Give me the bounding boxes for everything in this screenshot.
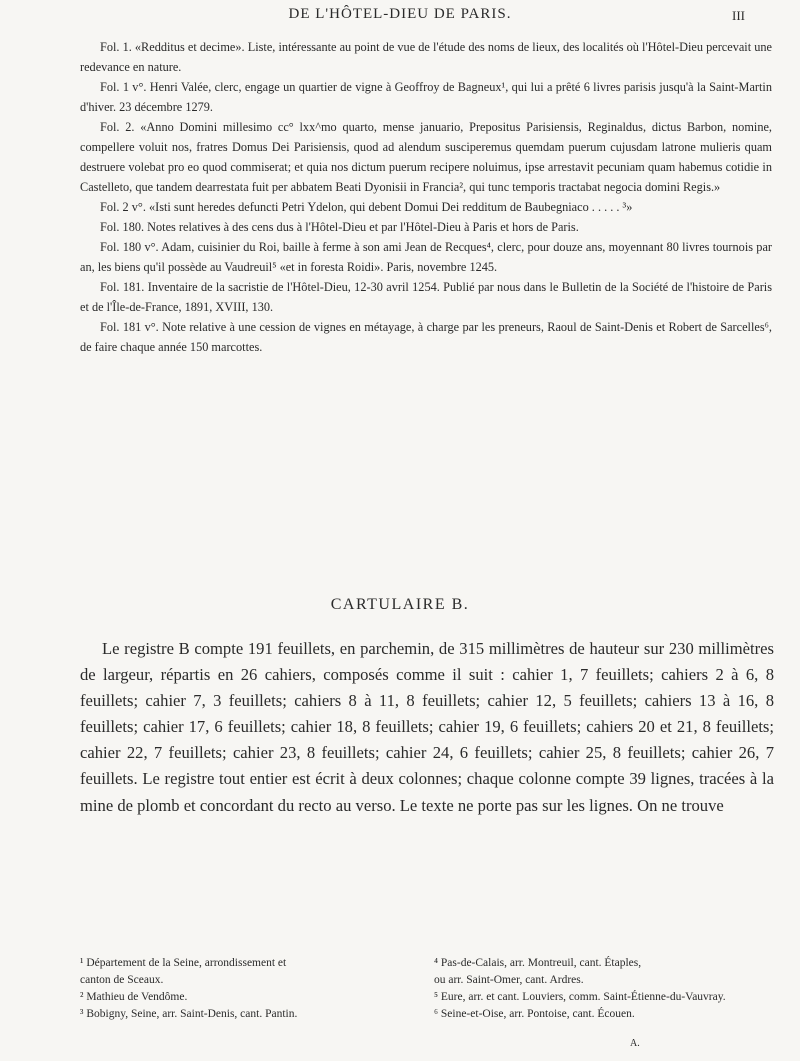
section-title: CARTULAIRE B.: [330, 596, 470, 613]
page-number: III: [732, 8, 745, 23]
footnotes: [80, 955, 774, 1023]
footnote-line: ⁴ Pas-de-Calais, arr. Montreuil, cant. Étaples,: [434, 957, 642, 969]
body-paragraph: Le registre B compte 191 feuillets, en parchemin, de 315 millimètres de hauteur sur 230 millimètres de largeur, répartis en 26 cahiers, composés comme il suit : cahier 1, 7 feuillets; cahiers 2 à 6, 8 feuillets; cahier 7, 3 feuillets; cahiers 8 à 11, 8 feuillets; cahier 12, 5 feuillets; cahiers 13 à 16, 8 feuillets; cahier 17, 6 feuillets; cahier 18, 8 feuillets; cahier 19, 6 feuillets; cahiers 20 et 21, 8 feuillets; cahier 22, 7 feuillets; cahier 23, 8 feuillets; cahier 24, 6 feuillets; cahier 25, 8 feuillets; cahier 26, 7 feuillets. Le registre tout entier est écrit à deux colonnes; chaque colonne compte 39 lignes, tracées à la mine de plomb et concordant du recto au verso. Le texte ne porte pas sur les lignes. On ne trouve: [80, 639, 774, 815]
folio-entry: Fol. 181. Inventaire de la sacristie de l'Hôtel-Dieu, 12-30 avril 1254. Publié par nous dans le Bulletin de la Société de l'histoire de Paris et de l'Île-de-France, 1891, XVIII, 130.: [80, 280, 772, 314]
footnotes-right: [434, 955, 774, 1023]
footnote-line: ⁵ Eure, arr. et cant. Louviers, comm. Saint-Étienne-du-Vauvray.: [434, 991, 726, 1003]
signature-mark: A.: [630, 1038, 640, 1049]
running-head: DE L'HÔTEL-DIEU DE PARIS.: [288, 6, 512, 22]
footnote-line: ³ Bobigny, Seine, arr. Saint-Denis, cant. Pantin.: [80, 1008, 298, 1020]
folio-entry: Fol. 180. Notes relatives à des cens dus à l'Hôtel-Dieu et par l'Hôtel-Dieu à Paris et hors de Paris.: [100, 220, 579, 234]
footnotes-left: [80, 955, 420, 1023]
folio-entry: Fol. 180 v°. Adam, cuisinier du Roi, baille à ferme à son ami Jean de Recques⁴, clerc, pour douze ans, moyennant 80 livres tournois par an, les biens qu'il possède au Vaudreuil⁵ «et in foresta Roidi». Paris, novembre 1245.: [80, 240, 772, 274]
folio-entry: Fol. 1 v°. Henri Valée, clerc, engage un quartier de vigne à Geoffroy de Bagneux¹, qui lui a prêté 6 livres parisis jusqu'à la Saint-Martin d'hiver. 23 décembre 1279.: [80, 80, 772, 114]
body-text: [80, 636, 774, 819]
folio-entry: Fol. 1. «Redditus et decime». Liste, intéressante au point de vue de l'étude des noms de lieux, des localités où l'Hôtel-Dieu percevait une redevance en nature.: [80, 40, 772, 74]
folio-entries: [80, 37, 772, 357]
footnote-line: ⁶ Seine-et-Oise, arr. Pontoise, cant. Écouen.: [434, 1008, 635, 1020]
folio-entry: Fol. 2 v°. «Isti sunt heredes defuncti Petri Ydelon, qui debent Domui Dei redditum de Baubegniaco . . . . . ³»: [100, 200, 633, 214]
folio-entry: Fol. 2. «Anno Domini millesimo cc° lxx^mo quarto, mense januario, Prepositus Parisiensis, Reginaldus, dictus Barbon, nomine, compellere voluit nos, fratres Domus Dei Parisiensis, quod ad alendum susciperemus quemdam puerum cujusdam latrone mulieris quam destruere volebat pro eo quod commiserat; et quia nos dictum puerum recipere noluimus, ipse arrestavit pecuniam quam habemus cotidie in Castelleto, que tandem dearrestata fuit per abbatem Beati Dyonisii in Francia², qui tunc temporis tractabat negocia domini Regis.»: [80, 120, 772, 194]
footnote-line: ou arr. Saint-Omer, cant. Ardres.: [434, 974, 584, 986]
folio-entry: Fol. 181 v°. Note relative à une cession de vignes en métayage, à charge par les preneurs, Raoul de Saint-Denis et Robert de Sarcelles⁶, de faire chaque année 150 marcottes.: [80, 320, 772, 354]
footnote-line: ¹ Département de la Seine, arrondissement et: [80, 957, 287, 969]
footnote-line: canton de Sceaux.: [80, 974, 164, 986]
footnote-line: ² Mathieu de Vendôme.: [80, 991, 188, 1003]
